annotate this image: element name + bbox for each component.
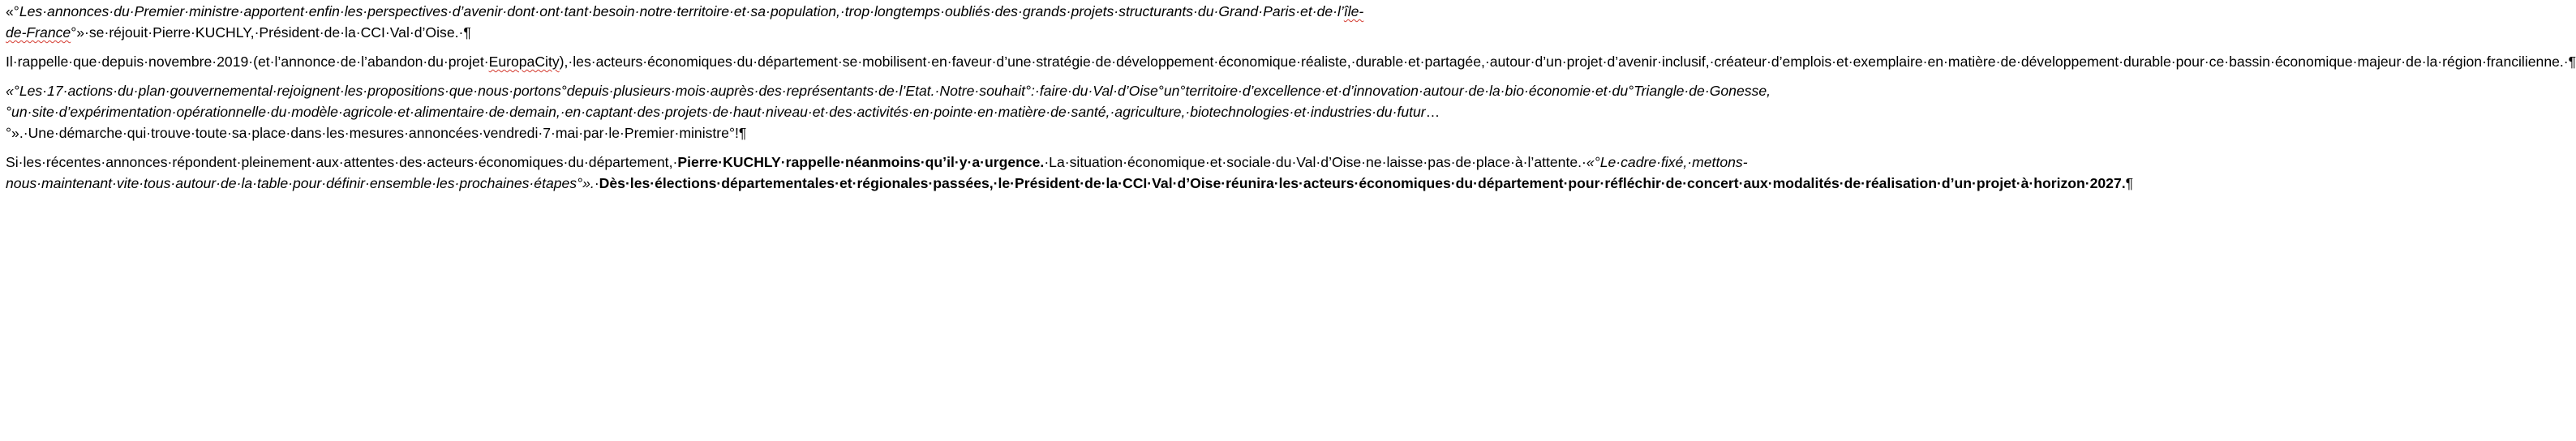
quote-close: °» xyxy=(71,24,85,41)
paragraph-text: ·Une·démarche·qui·trouve·toute·sa·place·dans·les·mesures·annoncées·vendredi·7·mai·par·le·Premier·ministre°! xyxy=(23,125,739,141)
pilcrow-mark: ¶ xyxy=(2568,54,2576,70)
paragraph-text: ·se·réjouit·Pierre·KUCHLY,·Président·de·la·CCI·Val·d’Oise.· xyxy=(84,24,464,41)
paragraph-text: · xyxy=(594,175,599,191)
paragraph-text: ·La·situation·économique·et·sociale·du·Val·d’Oise·ne·laisse·pas·de·place·à·l’attente.· xyxy=(1044,154,1586,170)
quote-text: Les·annonces·du·Premier·ministre·apportent·enfin·les·perspectives·d’avenir·dont·ont·tant·besoin·notre·territoire·et·sa·population,·trop·longtemps·oubliés·des·grands·projets·structurants·du·Grand·Paris·et·de·l’ xyxy=(19,3,1344,19)
quote-close: …°». xyxy=(6,104,1440,141)
bold-text: Dès·les·élections·départementales·et·régionales·passées,·le·Président·de·la·CCI·Val·d’Oise·réunira·les·acteurs·économiques·du·département·pour·réfléchir·de·concert·aux·modalités·de·réalisation·d’un·projet·à·horizon·2027. xyxy=(599,175,2126,191)
paragraph-text: Si·les·récentes·annonces·répondent·pleinement·aux·attentes·des·acteurs·économiques·du·département,· xyxy=(6,154,678,170)
paragraph-3 xyxy=(6,80,1771,143)
pilcrow-mark: ¶ xyxy=(738,125,747,141)
quote-open: «° xyxy=(6,3,19,19)
misspelled-word[interactable]: EuropaCity xyxy=(488,54,560,70)
paragraph-text: ),·les·acteurs·économiques·du·département·se·mobilisent·en·faveur·d’une·stratégie·de·développement·économique·réaliste,·durable·et·partagée,·autour·d’un·projet·d’avenir·inclusif,·créateur·d’emplois·et·exemplaire·en·matière·de·développement·durable·pour·ce·bassin·économique·majeur·de·la·région·francilienne.· xyxy=(559,54,2569,70)
paragraph-4 xyxy=(6,152,2134,194)
quote-text: «°Les·17·actions·du·plan·gouvernemental·rejoignent·les·propositions·que·nous·portons°depuis·plusieurs·mois·auprès·des·représentants·de·l’Etat.·Notre·souhait°:·faire·du·Val·d’Oise°un°territoire·d’excellence·et·d’innovation·autour·de·la·bio·économie·et·du°Triangle·de·Gonesse,°un·site·d’expérimentation·opérationnelle·du·modèle·agricole·et·alimentaire·de·demain,·en·captant·des·projets·de·haut·niveau·et·des·activités·en·pointe·en·matière·de·santé,·agriculture,·biotechnologies·et·industries·du·futur xyxy=(6,83,1771,120)
paragraph-1 xyxy=(6,1,1364,43)
paragraph-text: Il·rappelle·que·depuis·novembre·2019·(et·l’annonce·de·l’abandon·du·projet· xyxy=(6,54,489,70)
pilcrow-mark: ¶ xyxy=(2125,175,2134,191)
quote-text: «°Le·cadre·fixé,·mettons-nous·maintenant·vite·tous·autour·de·la·table·pour·définir·ensemble·les·prochaines·étapes°». xyxy=(6,154,1748,191)
bold-text: Pierre·KUCHLY·rappelle·néanmoins·qu’il·y·a·urgence. xyxy=(677,154,1045,170)
paragraph-2 xyxy=(6,51,2576,72)
misspelled-word[interactable]: île-de-France xyxy=(6,3,1364,41)
pilcrow-mark: ¶ xyxy=(463,24,471,41)
